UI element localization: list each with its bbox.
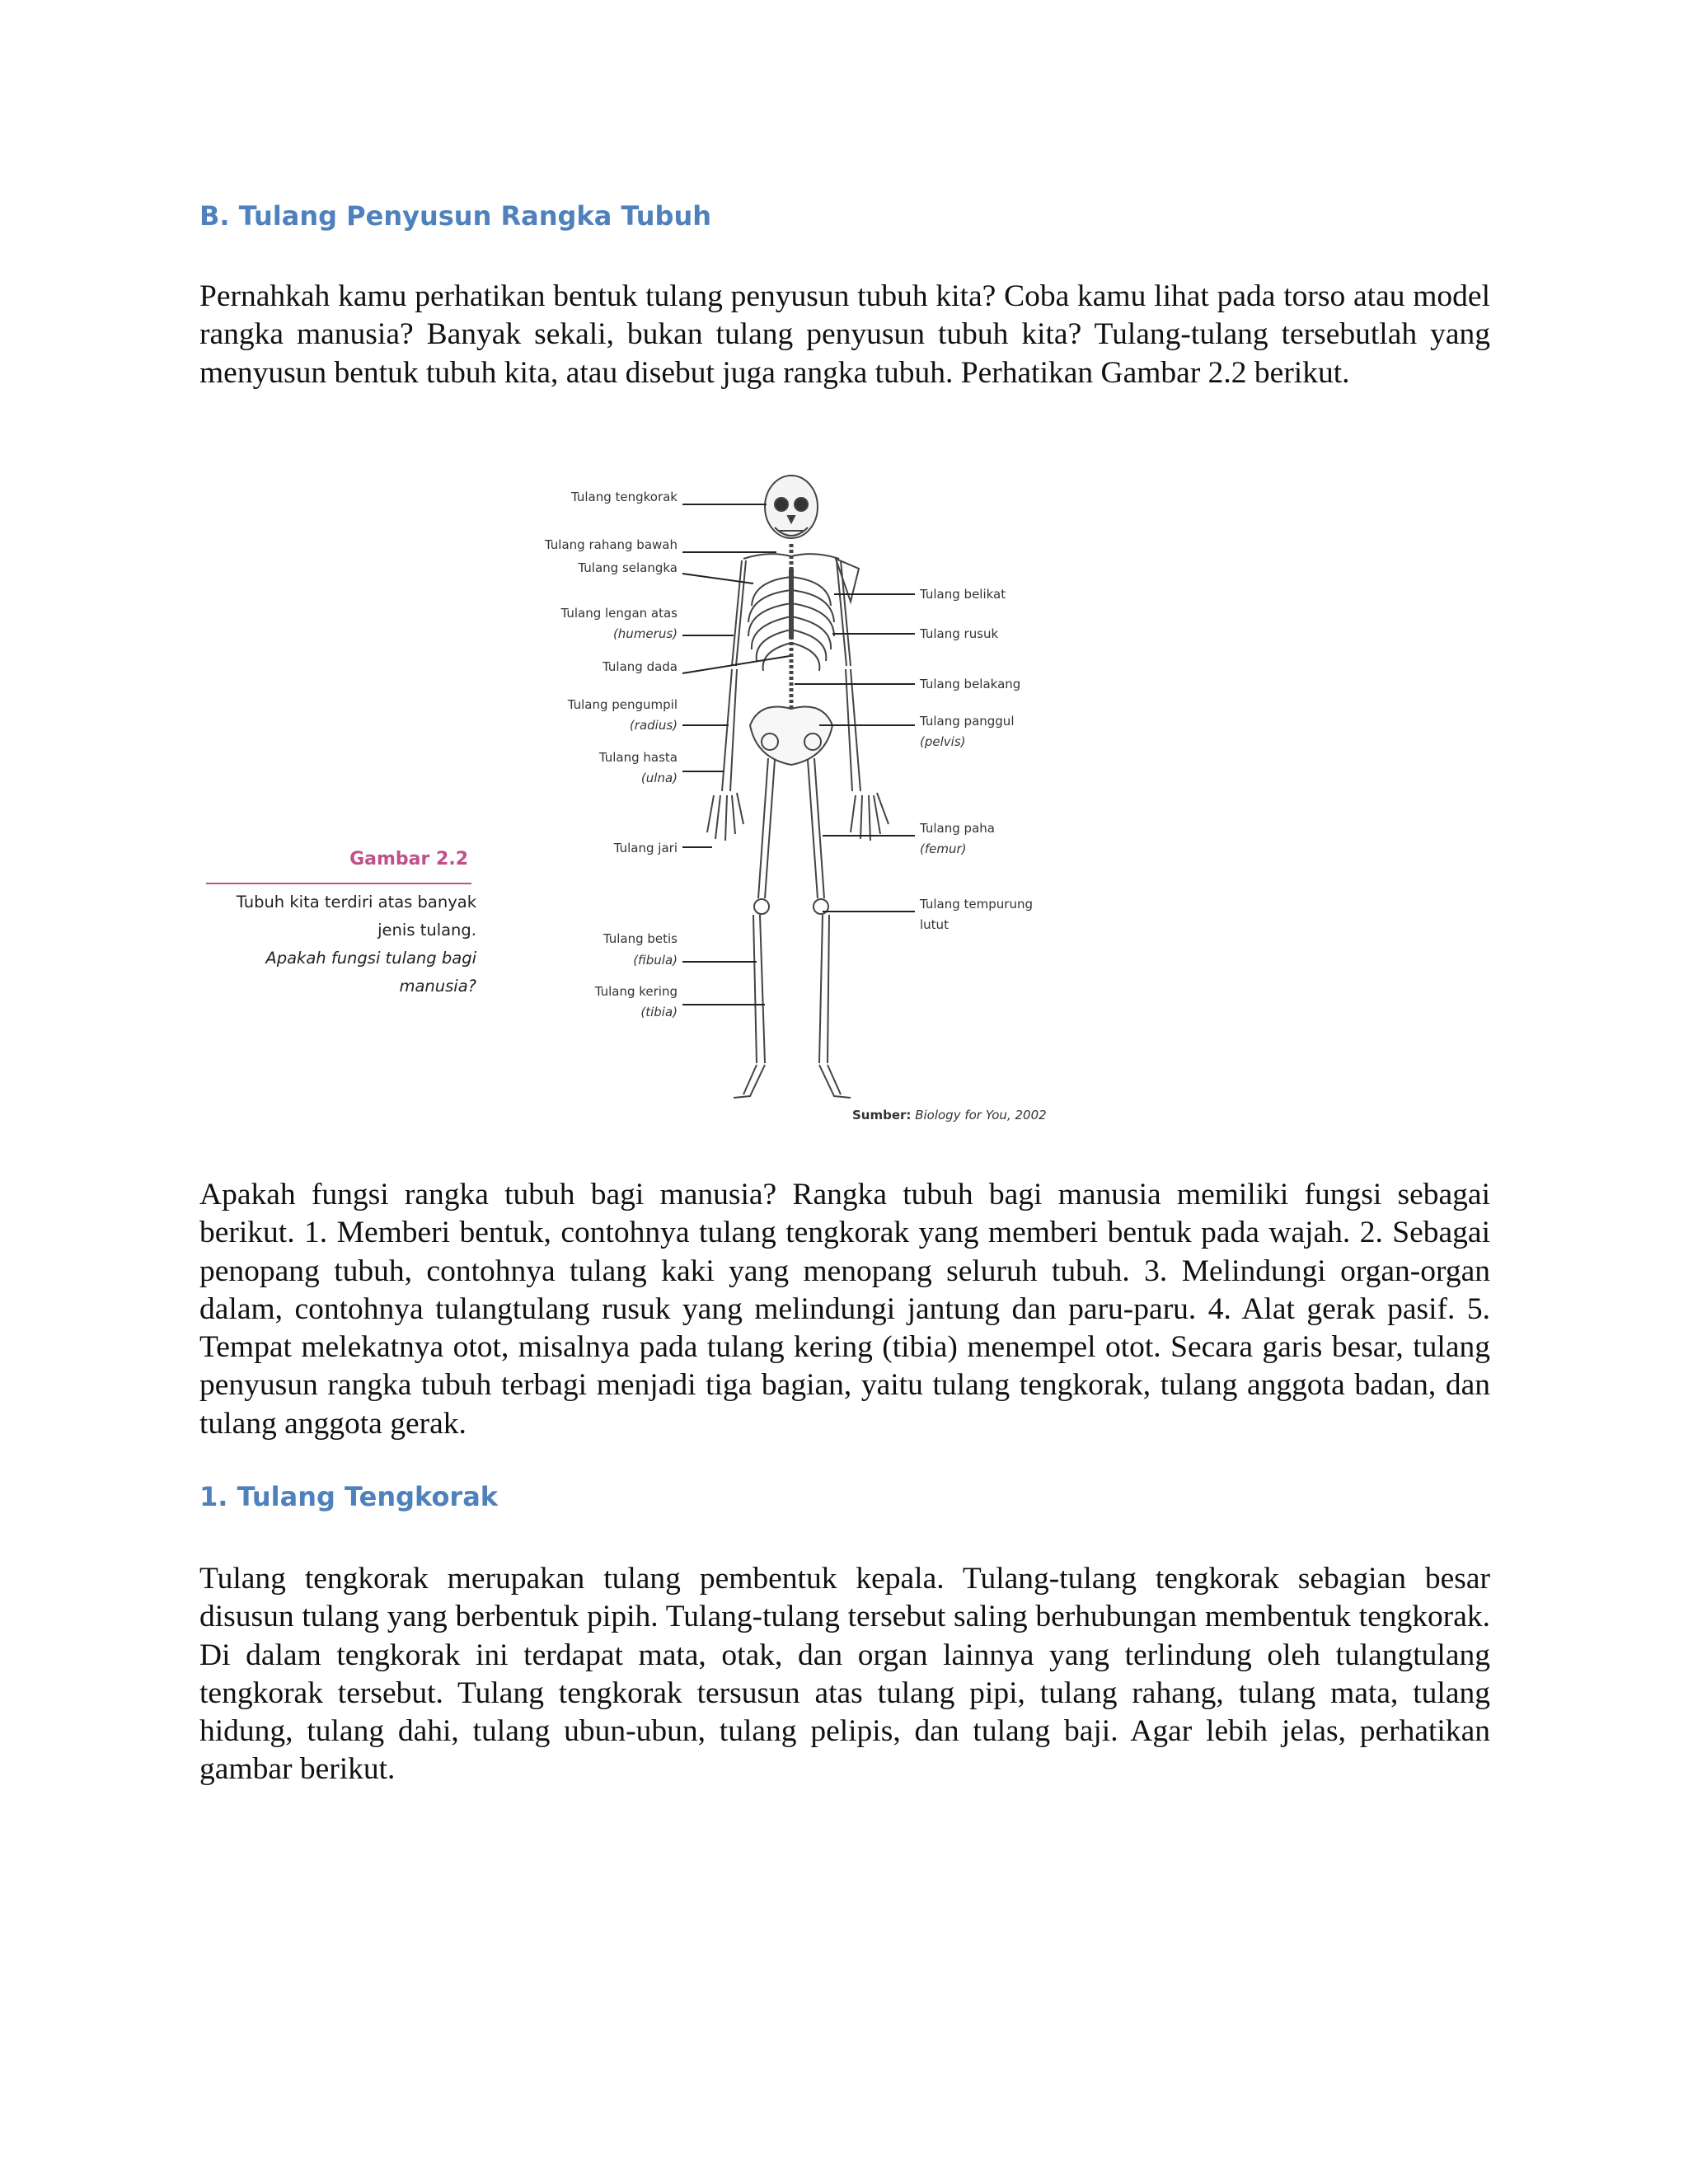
label-tulang-betis: Tulang betis [603,931,678,946]
label-tulang-pengumpil: Tulang pengumpil [567,697,678,712]
label-tulang-kering: Tulang kering [594,984,678,999]
figure-caption-title: Gambar 2.2 [349,849,468,869]
section-b-heading: B. Tulang Penyusun Rangka Tubuh [199,200,711,232]
section-b-paragraph: Pernahkah kamu perhatikan bentuk tulang penyusun tubuh kita? Coba kamu lihat pada torso atau model rangka manusia? Banyak sekali, bukan tulang penyusun tubuh kita? Tulang-tulang tersebutlah yang menyusun bentuk tubuh kita, atau disebut juga rangka tubuh. Perhatikan Gambar 2.2 berikut. [199,279,1490,390]
label-tulang-hasta: Tulang hasta [598,750,678,765]
skeleton-figure [199,462,1147,1137]
label-radius: (radius) [629,718,678,733]
figure-source: Sumber: Biology for You, 2002 [852,1108,1047,1122]
label-tulang-dada: Tulang dada [603,659,678,674]
caption-divider [206,883,471,884]
label-tulang-jari: Tulang jari [613,841,678,855]
label-tulang-belikat: Tulang belikat [920,587,1006,602]
figure-caption-question: Apakah fungsi tulang bagi manusia? [265,949,476,996]
figure-caption-text: Tubuh kita terdiri atas banyak jenis tulang. [236,893,476,940]
label-humerus: (humerus) [612,626,678,641]
label-tibia: (tibia) [640,1005,678,1019]
label-pelvis: (pelvis) [920,734,966,749]
label-femur: (femur) [920,841,967,856]
label-fibula: (fibula) [633,953,678,968]
section-1-paragraph: Tulang tengkorak merupakan tulang pembentuk kepala. Tulang-tulang tengkorak sebagian besar disusun tulang yang berbentuk pipih. Tulang-tulang tersebut saling berhubungan membentuk tengkorak. Di dalam tengkorak ini terdapat mata, otak, dan organ lainnya yang terlindung oleh tulangtulang tengkorak tersebut. Tulang tengkorak tersusun atas tulang pipi, tulang rahang, tulang mata, tulang hidung, tulang dahi, tulang ubun-ubun, tulang pelipis, dan tulang baji. Agar lebih jelas, perhatikan gambar berikut. [199,1562,1490,1787]
section-1-heading: 1. Tulang Tengkorak [199,1481,499,1512]
label-tulang-panggul: Tulang panggul [920,714,1015,729]
label-tulang-selangka: Tulang selangka [578,560,678,575]
label-tulang-tengkorak: Tulang tengkorak [570,490,678,504]
label-tulang-belakang: Tulang belakang [920,677,1021,691]
label-ulna: (ulna) [640,771,678,785]
label-tulang-rahang-bawah: Tulang rahang bawah [544,537,678,552]
label-tulang-rusuk: Tulang rusuk [920,626,999,641]
label-tulang-paha: Tulang paha [920,821,995,836]
label-lutut: lutut [920,917,949,932]
label-tulang-tempurung: Tulang tempurung [920,897,1033,912]
label-tulang-lengan-atas: Tulang lengan atas [560,606,678,621]
functions-paragraph: Apakah fungsi rangka tubuh bagi manusia? Rangka tubuh bagi manusia memiliki fungsi sebagai berikut. 1. Memberi bentuk, contohnya tulang tengkorak yang memberi bentuk pada wajah. 2. Sebagai penopang tubuh, contohnya tulang kaki yang menopang seluruh tubuh. 3. Melindungi organ-organ dalam, contohnya tulangtulang rusuk yang melindungi jantung dan paru-paru. 4. Alat gerak pasif. 5. Tempat melekatnya otot, misalnya pada tulang kering (tibia) menempel otot. Secara garis besar, tulang penyusun rangka tubuh terbagi menjadi tiga bagian, yaitu tulang tengkorak, tulang anggota badan, dan tulang anggota gerak. [199,1178,1490,1441]
